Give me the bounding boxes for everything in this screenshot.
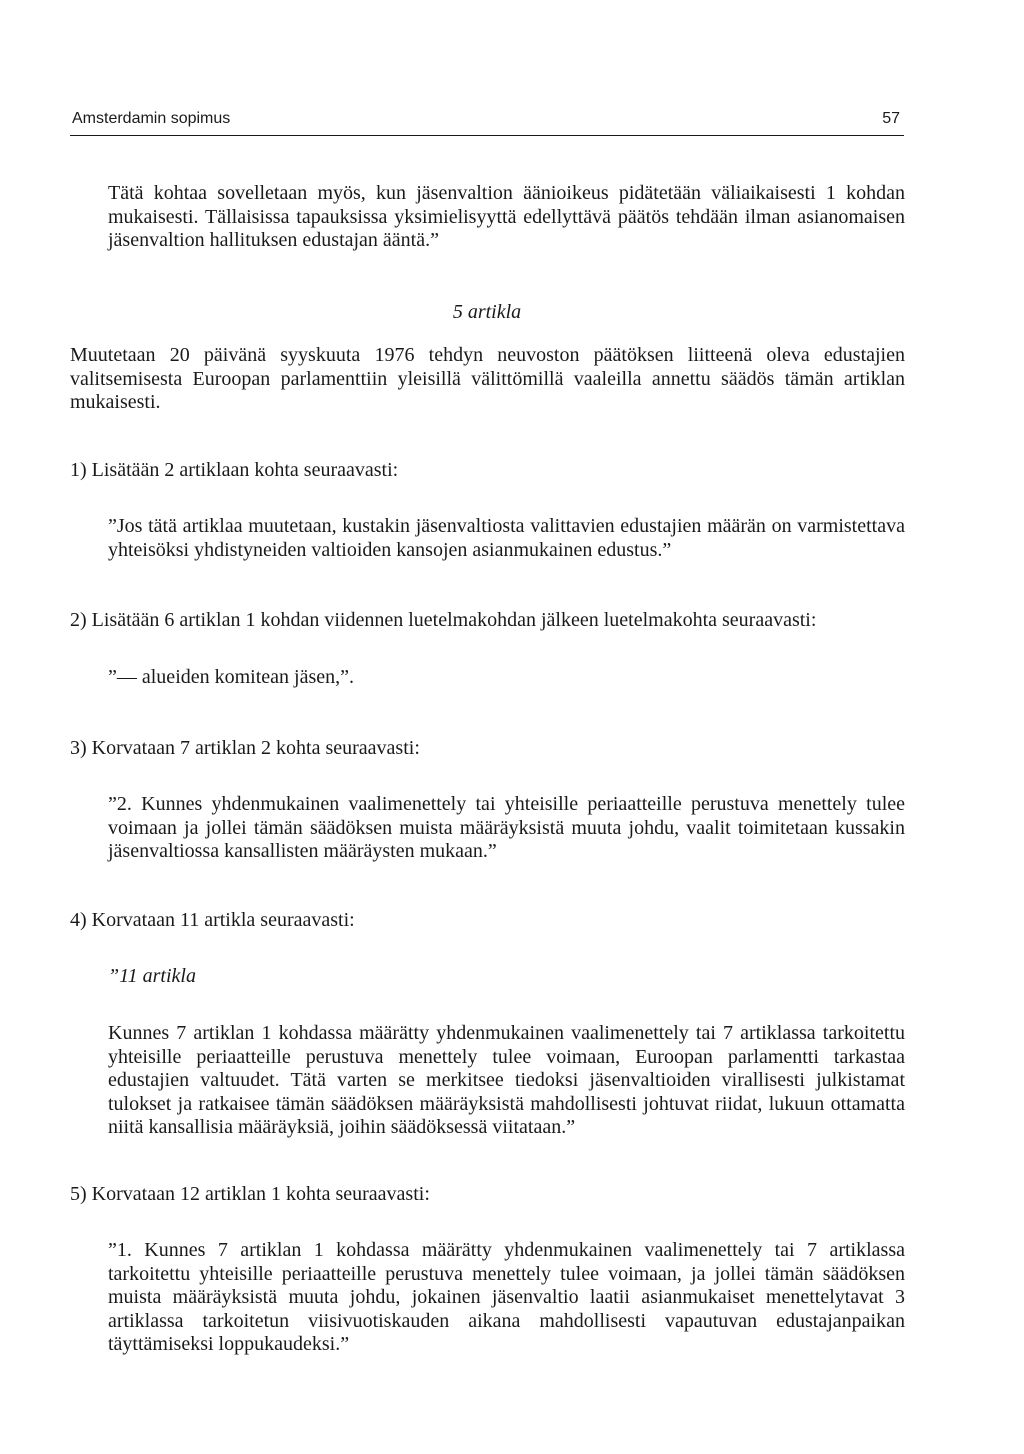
quote-1: ”Jos tätä artiklaa muutetaan, kustakin jäsenvaltiosta valittavien edustajien määrän on varmistettava yhteisöksi yhdistyneiden valtioiden kansojen asianmukainen edustus.” xyxy=(108,515,905,561)
running-header xyxy=(70,109,904,136)
quote-4-body: Kunnes 7 artiklan 1 kohdassa määrätty yhdenmukainen vaalimenettely tai 7 artiklassa tarkoitettu yhteisille periaatteille perustuva menettely tulee voimaan, Euroopan parlamentti tarkastaa edustajien valtuudet. Tätä varten se merkitsee tiedoksi jäsenvaltioiden virallisesti julkistamat tulokset ja ratkaisee tämän säädöksen määräyksistä mahdollisesti johtuvat riidat, lukuun ottamatta niitä kansallisia määräyksiä, joihin säädöksessä viitataan.” xyxy=(108,1022,905,1138)
page-number: 57 xyxy=(882,110,900,127)
article-heading: 5 artikla xyxy=(452,301,522,323)
quote-3: ”2. Kunnes yhdenmukainen vaalimenettely tai yhteisille periaatteille perustuva menettely tulee voimaan ja jollei tämän säädöksen muista määräyksistä muuta johdu, vaalit toimitetaan kussakin jäsenvaltiossa kansallisten määräysten mukaan.” xyxy=(108,793,905,862)
list-item-3: 3) Korvataan 7 artiklan 2 kohta seuraavasti: xyxy=(70,737,420,759)
quote-4-heading: ”11 artikla xyxy=(108,965,196,987)
article-intro-paragraph: Muutetaan 20 päivänä syyskuuta 1976 tehdyn neuvoston päätöksen liitteenä oleva edustajien valitsemisesta Euroopan parlamenttiin yleisillä välittömillä vaaleilla annettu säädös tämän artiklan mukaisesti. xyxy=(70,344,905,413)
list-item-1: 1) Lisätään 2 artiklaan kohta seuraavasti: xyxy=(70,459,399,481)
list-item-4: 4) Korvataan 11 artikla seuraavasti: xyxy=(70,909,355,931)
quote-2: ”— alueiden komitean jäsen,”. xyxy=(108,666,355,688)
list-item-2: 2) Lisätään 6 artiklan 1 kohdan viidennen luetelmakohdan jälkeen luetelmakohta seuraavasti: xyxy=(70,609,817,631)
intro-paragraph: Tätä kohtaa sovelletaan myös, kun jäsenvaltion äänioikeus pidätetään väliaikaisesti 1 kohdan mukaisesti. Tällaisissa tapauksissa yksimielisyyttä edellyttävä päätös tehdään ilman asianomaisen jäsenvaltion hallituksen edustajan ääntä.” xyxy=(108,182,905,251)
list-item-5: 5) Korvataan 12 artiklan 1 kohta seuraavasti: xyxy=(70,1183,430,1205)
header-title: Amsterdamin sopimus xyxy=(72,110,231,127)
quote-5: ”1. Kunnes 7 artiklan 1 kohdassa määrätty yhdenmukainen vaalimenettely tai 7 artiklassa tarkoitettu yhteisille periaatteille perustuva menettely tulee voimaan, ja jollei tämän säädöksen muista määräyksistä muuta johdu, jokainen jäsenvaltio laatii asianmukaiset menettelytavat 3 artiklassa tarkoitetun viisivuotiskauden aikana mahdollisesti vapautuvan edustajanpaikan täyttämiseksi loppukaudeksi.” xyxy=(108,1239,905,1355)
